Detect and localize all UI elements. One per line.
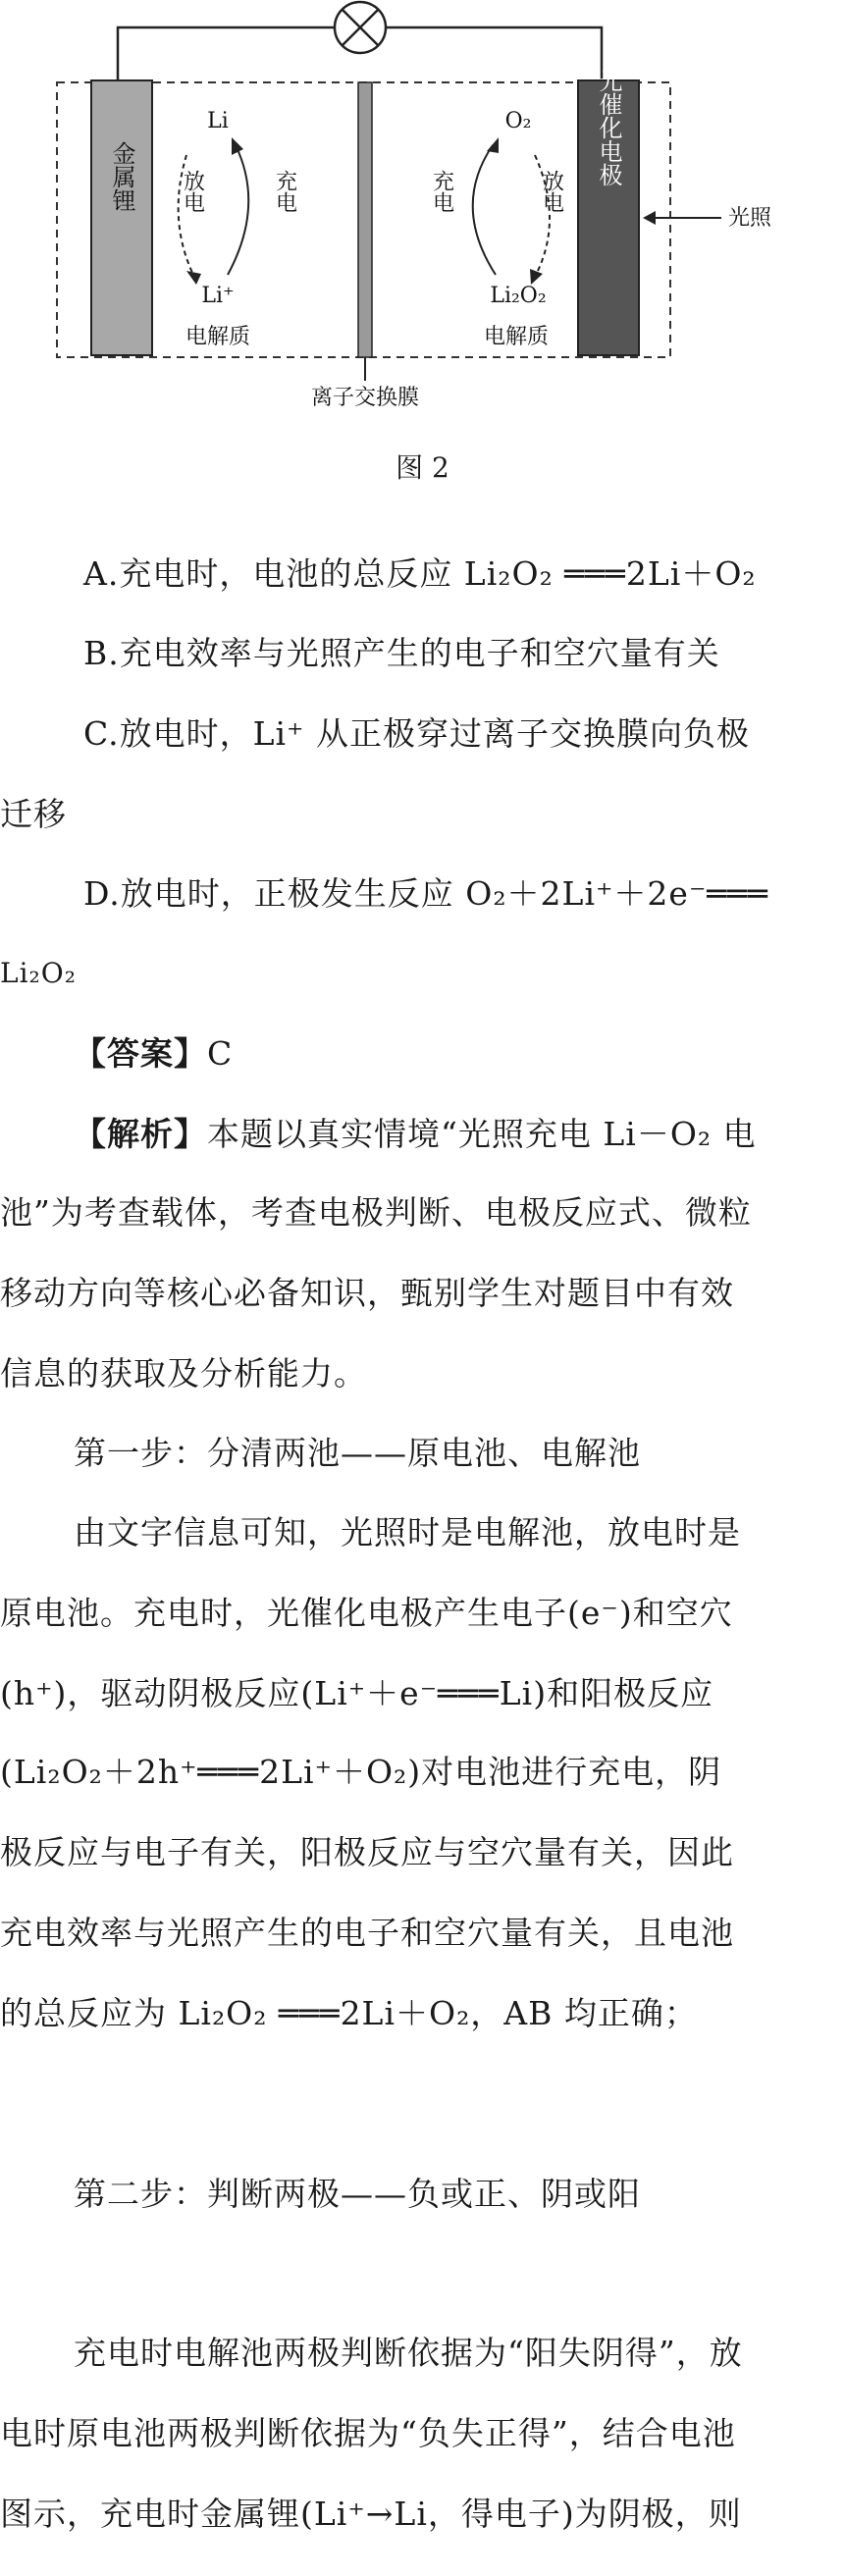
metal-lithium-electrode [91,80,152,355]
answer-row [74,1034,845,1074]
analysis-text-1: 本题以真实情境“光照充电 Li－O₂ 电 [207,1115,757,1153]
photo-electrode-label: 光催化电极 [595,69,622,186]
step-1-para-5: 极反应与电子有关，阳极反应与空穴量有关，因此 [0,1833,734,1871]
membrane-label: 离子交换膜 [310,386,420,410]
left-top-species: Li [207,109,229,133]
option-c-line2: 迁移 [0,795,67,833]
analysis-row-1 [74,1115,845,1154]
left-charge-label: 充电 [272,170,297,213]
left-charge-arrow [228,145,248,275]
light-label: 光照 [728,206,772,231]
electrolyte-left-label: 电解质 [185,325,251,349]
step-1-heading: 第一步：分清两池——原电池、电解池 [74,1434,641,1472]
step-2-para-1: 充电时电解池两极判断依据为“阳失阴得”，放 [74,2334,743,2372]
answer-value: C [207,1034,234,1073]
step-1-para-4: (Li₂O₂＋2h⁺═══2Li⁺＋O₂)对电池进行充电，阴 [0,1753,722,1791]
analysis-row-3: 移动方向等核心必备知识，甄别学生对题目中有效 [0,1274,734,1312]
electrolyte-right-label: 电解质 [483,325,550,349]
right-charge-arrowhead [487,137,499,153]
option-d-line2: Li₂O₂ [0,957,77,989]
left-discharge-arrowhead [186,271,201,285]
step-2-para-2: 电时原电池两极判断依据为“负失正得”，结合电池 [0,2414,736,2452]
circuit-wire-left [118,27,334,80]
figure-caption: 图 2 [396,451,449,484]
bulb-icon [335,2,386,53]
right-charge-label: 充电 [429,170,454,213]
right-charge-arrow [473,145,496,275]
analysis-label: 【解析】 [74,1115,207,1153]
left-bottom-species: Li⁺ [201,284,235,308]
option-b: B.充电效率与光照产生的电子和空穴量有关 [83,634,720,672]
analysis-row-4: 信息的获取及分析能力。 [0,1354,367,1393]
left-discharge-label: 放电 [180,170,205,213]
answer-label: 【答案】 [74,1034,207,1073]
right-discharge-label: 放电 [539,170,564,213]
step-1-para-1: 由文字信息可知，光照时是电解池，放电时是 [74,1513,741,1551]
step-2-heading: 第二步：判断两极——负或正、阴或阳 [74,2175,641,2213]
step-1-para-3: (h⁺)，驱动阴极反应(Li⁺＋e⁻═══Li)和阳极反应 [0,1674,714,1712]
step-1-para-7: 的总反应为 Li₂O₂ ═══2Li＋O₂，AB 均正确； [0,1994,698,2032]
option-d-line1: D.放电时，正极发生反应 O₂＋2Li⁺＋2e⁻═══ [83,874,768,913]
light-arrow-head [643,211,656,225]
right-discharge-arrowhead [530,269,543,285]
step-1-para-2: 原电池。充电时，光催化电极产生电子(e⁻)和空穴 [0,1594,733,1632]
circuit-wire-right [387,27,602,80]
analysis-row-2: 池”为考查载体，考查电极判断、电极反应式、微粒 [0,1193,752,1232]
step-1-para-6: 充电效率与光照产生的电子和空穴量有关，且电池 [0,1914,734,1952]
metal-electrode-label: 金属锂 [108,141,135,212]
ion-exchange-membrane [358,82,372,357]
left-charge-arrowhead [232,137,243,155]
battery-diagram [0,0,845,510]
option-a: A.充电时，电池的总反应 Li₂O₂ ═══2Li＋O₂ [83,554,757,593]
option-c-line1: C.放电时，Li⁺ 从正极穿过离子交换膜向负极 [83,714,750,753]
step-2-para-3: 图示，充电时金属锂(Li⁺→Li，得电子)为阴极，则 [0,2495,742,2533]
right-bottom-species: Li₂O₂ [490,284,547,308]
right-top-species: O₂ [504,109,532,133]
